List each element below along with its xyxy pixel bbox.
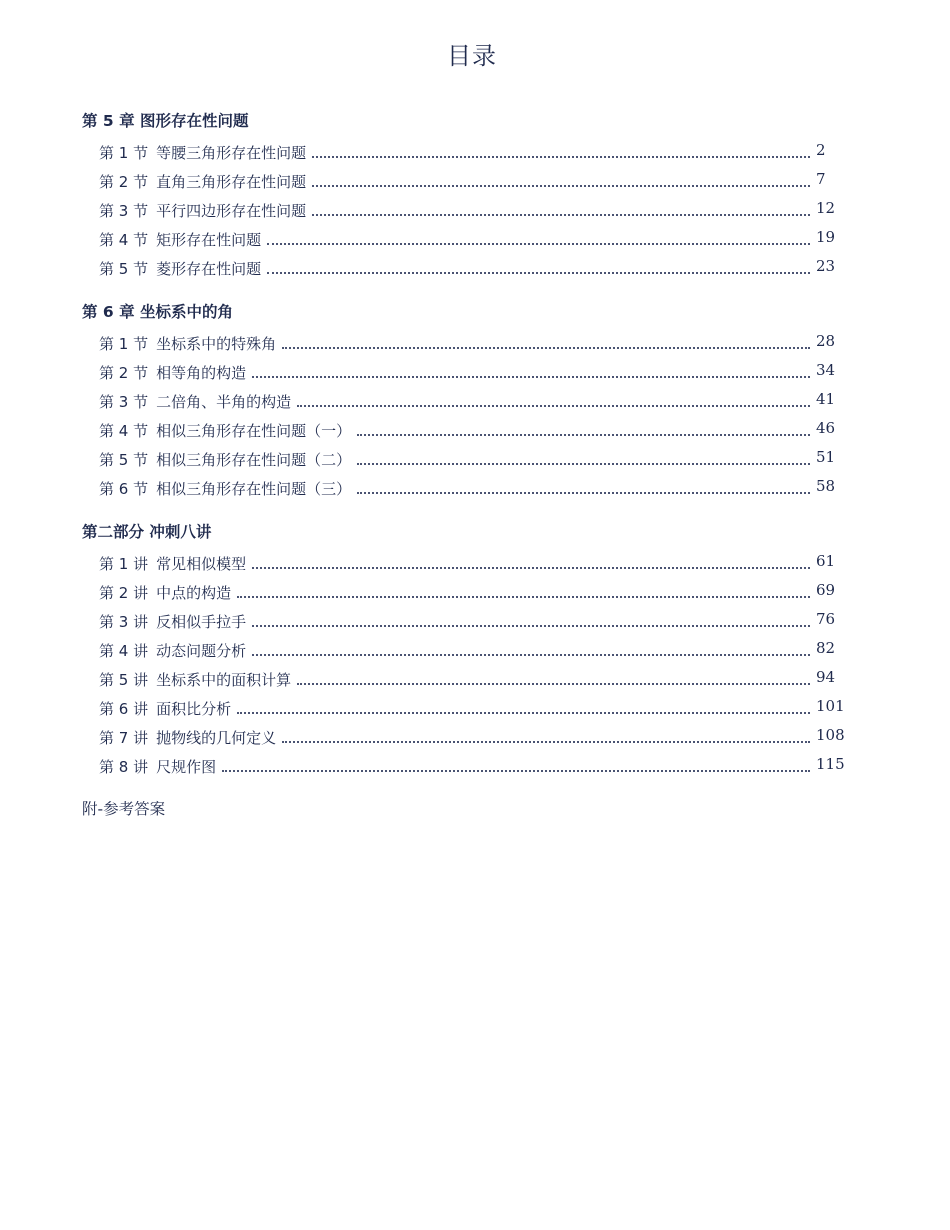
- section-number: 第 1 讲: [99, 555, 149, 573]
- section-number: 第 5 讲: [99, 671, 149, 689]
- section-number: 第 1 节: [99, 335, 149, 353]
- dot-leader: [282, 346, 810, 349]
- dot-leader: [267, 242, 810, 245]
- section-title: 坐标系中的特殊角: [156, 335, 277, 353]
- page-number: 76: [816, 610, 836, 628]
- page-number: 7: [816, 170, 826, 188]
- toc-entry[interactable]: [99, 412, 842, 441]
- section-title: 中点的构造: [156, 584, 232, 602]
- toc-entry[interactable]: [99, 690, 845, 719]
- toc-entry[interactable]: [99, 354, 842, 383]
- toc-entry[interactable]: [99, 574, 842, 603]
- section-title: 坐标系中的面积计算: [156, 671, 292, 689]
- section-title: 等腰三角形存在性问题: [156, 144, 307, 162]
- page-number: 34: [816, 361, 836, 379]
- dot-leader: [252, 624, 810, 627]
- section-title: 反相似手拉手: [156, 613, 247, 631]
- dot-leader: [237, 595, 810, 598]
- toc-entry[interactable]: [99, 748, 845, 777]
- dot-leader: [252, 566, 810, 569]
- section-title: 相似三角形存在性问题（二）: [156, 451, 352, 469]
- section-number: 第 2 节: [99, 364, 149, 382]
- toc-entry[interactable]: [99, 250, 842, 279]
- appendix-link[interactable]: 附-参考答案: [82, 800, 166, 818]
- chapter-6: [82, 299, 842, 499]
- section-title: 常见相似模型: [156, 555, 247, 573]
- page-number: 51: [816, 448, 836, 466]
- section-title: 面积比分析: [156, 700, 232, 718]
- dot-leader: [297, 682, 810, 685]
- dot-leader: [312, 184, 810, 187]
- page-number: 19: [816, 228, 836, 246]
- page-number: 108: [816, 726, 845, 744]
- dot-leader: [357, 462, 810, 465]
- page-number: 82: [816, 639, 836, 657]
- section-title: 抛物线的几何定义: [156, 729, 277, 747]
- toc-entry[interactable]: [99, 545, 842, 574]
- toc-entry[interactable]: [99, 325, 842, 354]
- page-title: 目录: [447, 42, 497, 70]
- section-number: 第 2 节: [99, 173, 149, 191]
- section-title: 动态问题分析: [156, 642, 247, 660]
- dot-leader: [282, 740, 810, 743]
- toc-entry[interactable]: [99, 603, 842, 632]
- toc-entry[interactable]: [99, 134, 842, 163]
- dot-leader: [252, 653, 810, 656]
- chapter-heading[interactable]: 第二部分 冲刺八讲: [82, 523, 212, 541]
- section-number: 第 1 节: [99, 144, 149, 162]
- section-number: 第 4 节: [99, 422, 149, 440]
- section-number: 第 8 讲: [99, 758, 149, 776]
- dot-leader: [267, 271, 810, 274]
- toc-entry[interactable]: [99, 441, 842, 470]
- dot-leader: [222, 769, 810, 772]
- page-number: 28: [816, 332, 836, 350]
- toc-entry[interactable]: [99, 163, 842, 192]
- section-title: 直角三角形存在性问题: [156, 173, 307, 191]
- section-number: 第 6 讲: [99, 700, 149, 718]
- section-number: 第 2 讲: [99, 584, 149, 602]
- section-number: 第 4 节: [99, 231, 149, 249]
- section-number: 第 7 讲: [99, 729, 149, 747]
- dot-leader: [357, 491, 810, 494]
- page-number: 101: [816, 697, 845, 715]
- dot-leader: [252, 375, 810, 378]
- section-number: 第 3 节: [99, 393, 149, 411]
- page-number: 94: [816, 668, 836, 686]
- section-number: 第 3 讲: [99, 613, 149, 631]
- section-title: 相似三角形存在性问题（三）: [156, 480, 352, 498]
- toc-entry[interactable]: [99, 192, 842, 221]
- section-title: 二倍角、半角的构造: [156, 393, 292, 411]
- section-title: 尺规作图: [156, 758, 217, 776]
- section-title: 平行四边形存在性问题: [156, 202, 307, 220]
- dot-leader: [297, 404, 810, 407]
- page-number: 41: [816, 390, 836, 408]
- dot-leader: [312, 155, 810, 158]
- page-number: 46: [816, 419, 836, 437]
- section-title: 相似三角形存在性问题（一）: [156, 422, 352, 440]
- section-title: 相等角的构造: [156, 364, 247, 382]
- chapter-5: [82, 108, 842, 279]
- toc-entry[interactable]: [99, 470, 842, 499]
- dot-leader: [357, 433, 810, 436]
- section-number: 第 5 节: [99, 260, 149, 278]
- page-number: 69: [816, 581, 836, 599]
- toc-entry[interactable]: [99, 383, 842, 412]
- table-of-contents: [82, 108, 845, 819]
- toc-entry[interactable]: [99, 221, 842, 250]
- dot-leader: [237, 711, 810, 714]
- section-number: 第 6 节: [99, 480, 149, 498]
- toc-entry[interactable]: [99, 661, 842, 690]
- page-number: 61: [816, 552, 836, 570]
- part-2: [82, 519, 845, 777]
- chapter-heading[interactable]: 第 6 章 坐标系中的角: [82, 303, 233, 321]
- page-number: 23: [816, 257, 836, 275]
- section-title: 菱形存在性问题: [156, 260, 262, 278]
- section-number: 第 4 讲: [99, 642, 149, 660]
- dot-leader: [312, 213, 810, 216]
- page-number: 2: [816, 141, 826, 159]
- chapter-heading[interactable]: 第 5 章 图形存在性问题: [82, 112, 249, 130]
- toc-entry[interactable]: [99, 719, 845, 748]
- page-number: 58: [816, 477, 836, 495]
- section-title: 矩形存在性问题: [156, 231, 262, 249]
- page-number: 12: [816, 199, 836, 217]
- section-number: 第 5 节: [99, 451, 149, 469]
- page-number: 115: [816, 755, 845, 773]
- toc-entry[interactable]: [99, 632, 842, 661]
- section-number: 第 3 节: [99, 202, 149, 220]
